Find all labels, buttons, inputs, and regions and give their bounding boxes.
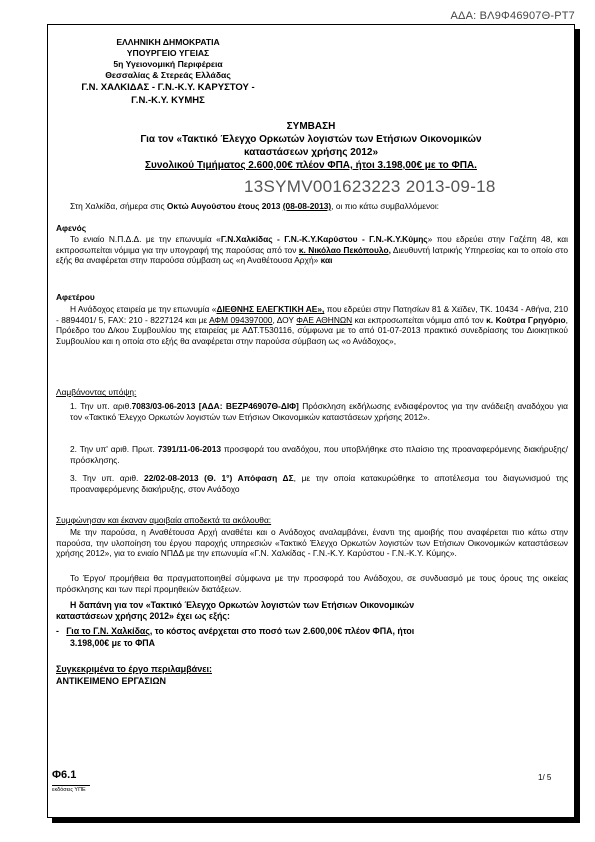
ada-code: ΑΔΑ: ΒΛ9Φ46907Θ-ΡΤ7 bbox=[450, 10, 575, 22]
second-party-paragraph: Η Ανάδοχος εταιρεία με την επωνυμία «ΔΙΕΘΝΗΣ ΕΛΕΓΚΤΙΚΗ ΑΕ», που εδρεύει στην Πατησίων 81 & Χεϊδεν, ΤΚ. 10434 - Αθήνα, 210 - 8894401/ 5, FAX: 210 - 8227124 και με ΑΦΜ 094397000, ΔΟΥ ΦΑΕ ΑΘΗΝΩΝ και εκπροσωπείται νόμιμα από τον κ. Κούτρα Γρηγόριο, Πρόεδρο του Δ/κου Συμβουλίου της εταιρείας με ΑΔΤ.Τ530116, σύμφωνα με το από 01-07-2013 πρακτικό συνεδρίασης του Διοικητικού Συμβουλίου και η οποία στο εξής θα αναφέρεται στην παρούσα σύμβαση ως «ο Ανάδοχος», bbox=[56, 304, 568, 346]
title-line-2: καταστάσεων χρήσης 2012» bbox=[243, 147, 379, 158]
cost-line-1: Η δαπάνη για τον «Τακτικό Έλεγχο Ορκωτών λογιστών των Ετήσιων Οικονομικών bbox=[70, 600, 415, 610]
header-line-3: 5η Υγειονομική Περιφέρεια bbox=[113, 59, 223, 69]
considering-label: Λαμβάνοντας υπόψη: bbox=[56, 387, 137, 397]
registry-stamp: 13SYMV001623223 2013-09-18 bbox=[244, 177, 496, 196]
agreement-paragraph-1: Με την παρούσα, η Αναθέτουσα Αρχή αναθέτει και ο Ανάδοχος αναλαμβάνει, έναντι της αμοιβής που αναφέρεται πιο κάτω στην παρούσα, την υλοποίηση του έργου παροχής υπηρεσιών «Τακτικό Έλεγχο Ορκωτών λογιστών των Ετήσιων Οικονομικών καταστάσεων χρήσης 2012», για το ενιαίο ΝΠΔΔ με την επωνυμία «Γ.Ν. Χαλκίδας - Γ.Ν.-Κ.Υ. Καρύστου - Γ.Ν.-Κ.Υ. Κύμης». bbox=[56, 527, 568, 559]
document-page bbox=[47, 24, 575, 818]
first-party-paragraph: Το ενιαίο Ν.Π.Δ.Δ. με την επωνυμία «Γ.Ν.Χαλκίδας - Γ.Ν.-Κ.Υ.Καρύστου - Γ.Ν.-Κ.Υ.Κύμης» που εδρεύει στην Γαζέπη 48, και εκπροσωπείται νόμιμα για την υπογραφή της παρούσας από τον κ. Νικόλαο Πεκόπουλο, Διευθυντή Ιατρικής Υπηρεσίας και το οποίο στο εξής θα αναφέρεται στην παρούσα σύμβαση ως «η Αναθέτουσα Αρχή» και bbox=[56, 234, 568, 266]
considering-item-3: 3. Την υπ. αριθ. 22/02-08-2013 (Θ. 1°) Απόφαση ΔΣ, με την οποία κατακυρώθηκε το αποτέλεσμα του διαγωνισμού της προαναφερόμενης διακήρυξης, στον Ανάδοχο bbox=[70, 473, 568, 494]
summary-label: Συγκεκριμένα το έργο περιλαμβάνει: bbox=[56, 664, 212, 674]
header-line-6: Γ.Ν.-Κ.Υ. ΚΥΜΗΣ bbox=[131, 95, 205, 106]
considering-item-2: 2. Την υπ' αριθ. Πρωτ. 7391/11-06-2013 προσφορά του αναδόχου, που υποβλήθηκε στο πλαίσιο της προαναφερόμενης διακήρυξης/ πρόσκλησης. bbox=[70, 444, 568, 465]
agreement-paragraph-2: Το Έργο/ προμήθεια θα πραγματοποιηθεί σύμφωνα με την προσφορά του Ανάδοχου, σε συνδυασμό με τους όρους της οικείας πρόσκλησης και των περί προμηθειών διατάξεων. bbox=[56, 573, 568, 594]
form-code: Φ6.1 bbox=[52, 769, 77, 781]
header-line-4: Θεσσαλίας & Στερεάς Ελλάδας bbox=[105, 70, 231, 80]
considering-item-1: 1. Την υπ. αριθ.7083/03-06-2013 [ΑΔΑ: ΒΕΖΡ46907Θ-ΔΙΦ] Πρόσκληση εκδήλωσης ενδιαφέροντος για την ανάδειξη αναδόχου για τον «Τακτικό Έλεγχο Ορκωτών λογιστών των Ετήσιων Οικονομικών καταστάσεων χρήσης 2012». bbox=[70, 401, 568, 422]
agreement-label: Συμφώνησαν και έκαναν αμοιβαία αποδεκτά τα ακόλουθα: bbox=[56, 515, 272, 525]
intro-paragraph: Στη Χαλκίδα, σήμερα στις Οκτώ Αυγούστου έτους 2013 (08-08-2013), οι πιο κάτω συμβαλλόμενοι: bbox=[70, 201, 440, 211]
contract-heading: ΣΥΜΒΑΣΗ bbox=[286, 121, 336, 132]
cost-line-2: καταστάσεων χρήσης 2012» έχει ως εξής: bbox=[56, 611, 230, 621]
title-line-1: Για τον «Τακτικό Έλεγχο Ορκωτών λογιστών των Ετήσιων Οικονομικών bbox=[140, 134, 482, 145]
header-line-1: ΕΛΛΗΝΙΚΗ ΔΗΜΟΚΡΑΤΙΑ bbox=[116, 37, 220, 47]
footer-small-text: εκδόσεις ΥΠΕ bbox=[52, 785, 90, 793]
header-line-2: ΥΠΟΥΡΓΕΙΟ ΥΓΕΙΑΣ bbox=[126, 48, 210, 58]
second-party-label: Αφετέρου bbox=[56, 292, 95, 302]
cost-total: 3.198,00€ με το ΦΠΑ bbox=[70, 638, 156, 648]
header-line-5: Γ.Ν. ΧΑΛΚΙΔΑΣ - Γ.Ν.-Κ.Υ. ΚΑΡΥΣΤΟΥ - bbox=[81, 82, 255, 93]
first-party-label: Αφενός bbox=[56, 223, 87, 233]
cost-bullet: - Για το Γ.Ν. Χαλκίδας, το κόστος ανέρχεται στο ποσό των 2.600,00€ πλέον ΦΠΑ, ήτοι bbox=[56, 626, 415, 636]
title-line-3: Συνολικού Τιμήματος 2.600,00€ πλέον ΦΠΑ, ήτοι 3.198,00€ με το ΦΠΑ. bbox=[145, 160, 477, 171]
summary-heading: ΑΝΤΙΚΕΙΜΕΝΟ ΕΡΓΑΣΙΩΝ bbox=[56, 676, 167, 686]
page-number: 1/ 5 bbox=[538, 773, 552, 782]
